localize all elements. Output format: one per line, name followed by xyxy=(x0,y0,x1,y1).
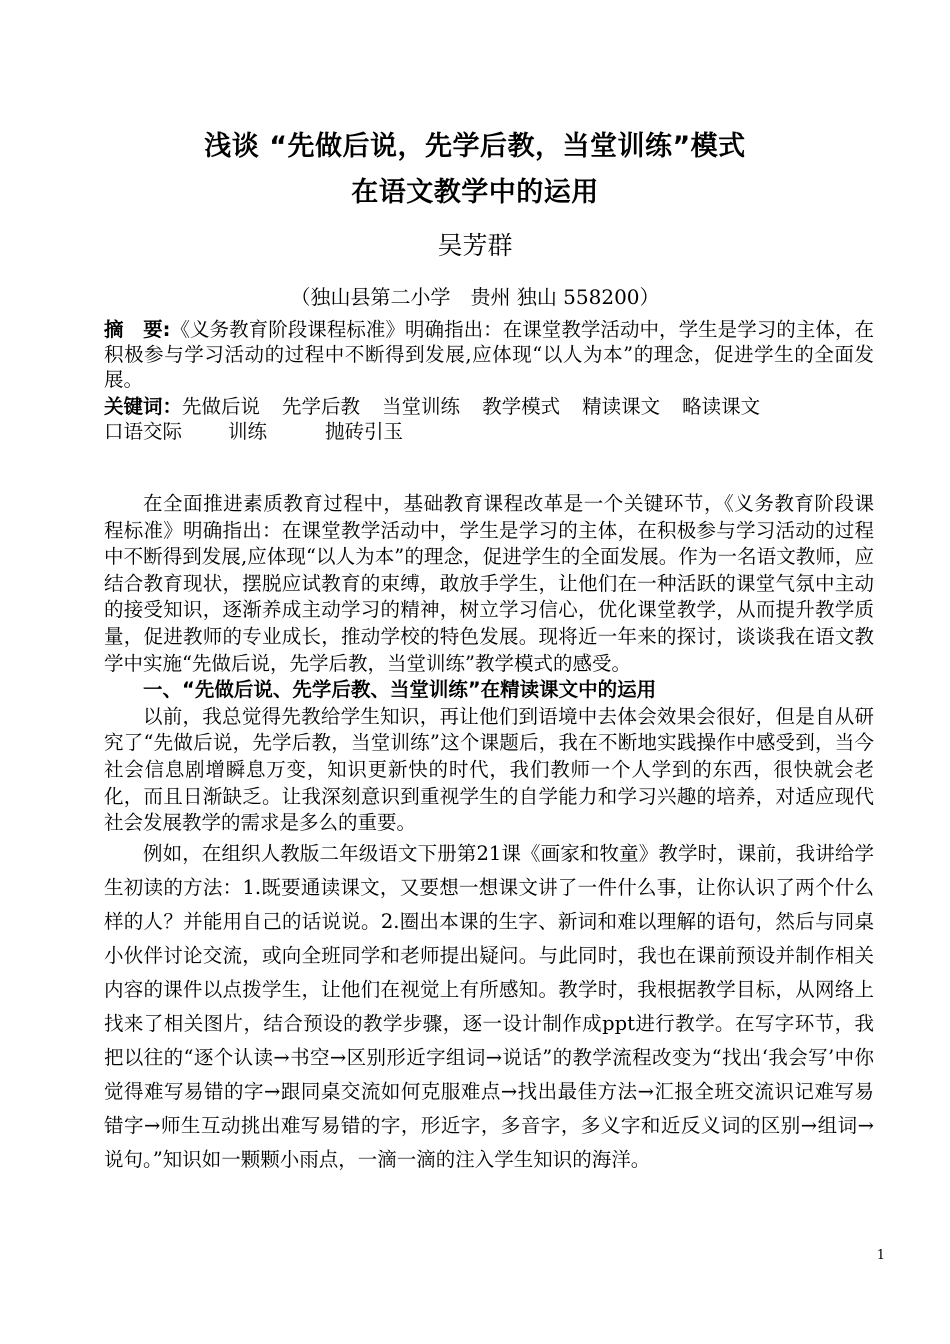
keyword: 先做后说 xyxy=(182,395,261,418)
title-line-1: 浅谈 “先做后说，先学后教，当堂训练”模式 xyxy=(204,131,746,162)
keyword: 训练 xyxy=(228,420,268,443)
abstract xyxy=(104,317,874,392)
keyword: 精读课文 xyxy=(582,395,661,418)
keyword: 当堂训练 xyxy=(382,395,461,418)
author-name: 吴芳群 xyxy=(437,231,513,260)
abstract-text: 《义务教育阶段课程标准》明确指出：在课堂教学活动中，学生是学习的主体，在积极参与学习活动的过程中不断得到发展,应体现“以人为本”的理念，促进学生的全面发展。 xyxy=(104,318,874,391)
keyword: 先学后教 xyxy=(282,395,361,418)
page-number: 1 xyxy=(876,1248,885,1263)
title-line-2: 在语文教学中的运用 xyxy=(351,177,599,208)
author-affiliation: （独山县第二小学 贵州 独山 558200） xyxy=(290,285,660,309)
article-body xyxy=(104,491,874,1177)
keyword: 教学模式 xyxy=(482,395,561,418)
abstract-label: 摘 要: xyxy=(104,318,171,341)
keyword: 略读课文 xyxy=(682,395,761,418)
intro-paragraph: 在全面推进素质教育过程中，基础教育课程改革是一个关键环节，《义务教育阶段课程标准》明确指出：在课堂教学活动中，学生是学习的主体，在积极参与学习活动的过程中不断得到发展,应体现“以人为本”的理念，促进学生的全面发展。作为一名语文教师，应结合教育现状，摆脱应试教育的束缚，敢放手学生，让他们在一种活跃的课堂气氛中主动的接受知识，逐渐养成主动学习的精神，树立学习信心，优化课堂教学，从而提升教学质量，促进教师的专业成长，推动学校的特色发展。现将近一年来的探讨，谈谈我在语文教学中实施“先做后说，先学后教，当堂训练”教学模式的感受。 xyxy=(104,492,874,675)
body-paragraph: 例如，在组织人教版二年级语文下册第21课《画家和牧童》教学时，课前，我讲给学生初读的方法：1.既要通读课文，又要想一想课文讲了一件什么事，让你认识了两个什么样的人？并能用自己的话说说。2.圈出本课的生字、新词和难以理解的语句，然后与同桌小伙伴讨论交流，或向全班同学和老师提出疑问。与此同时，我也在课前预设并制作相关内容的课件以点拨学生，让他们在视觉上有所感知。教学时，我根据教学目标，从网络上找来了相关图片，结合预设的教学步骤，逐一设计制作成ppt进行教学。在写字环节，我把以往的“逐个认读→书空→区别形近字组词→说话”的教学流程改变为“找出‘我会写’中你觉得难写易错的字→跟同桌交流如何克服难点→找出最佳方法→汇报全班交流识记难写易错字→师生互动挑出难写易错的字，形近字，多音字，多义字和近反义词的区别→组词→说句。”知识如一颗颗小雨点，一滴一滴的注入学生知识的海洋。 xyxy=(104,841,874,1171)
keyword: 抛砖引玉 xyxy=(325,420,404,443)
keywords-label: 关键词： xyxy=(104,395,183,418)
keywords xyxy=(104,394,874,444)
section-heading: 一、“先做后说、先学后教、当堂训练”在精读课文中的运用 xyxy=(143,678,657,702)
body-paragraph: 以前，我总觉得先教给学生知识，再让他们到语境中去体会效果会很好，但是自从研究了“先做后说，先学后教，当堂训练”这个课题后，我在不断地实践操作中感受到，当今社会信息剧增瞬息万变，知识更新快的时代，我们教师一个人学到的东西，很快就会老化，而且日渐缺乏。让我深刻意识到重视学生的自学能力和学习兴趣的培养，对适应现代社会发展教学的需求是多么的重要。 xyxy=(104,704,874,835)
keyword: 口语交际 xyxy=(104,420,183,443)
